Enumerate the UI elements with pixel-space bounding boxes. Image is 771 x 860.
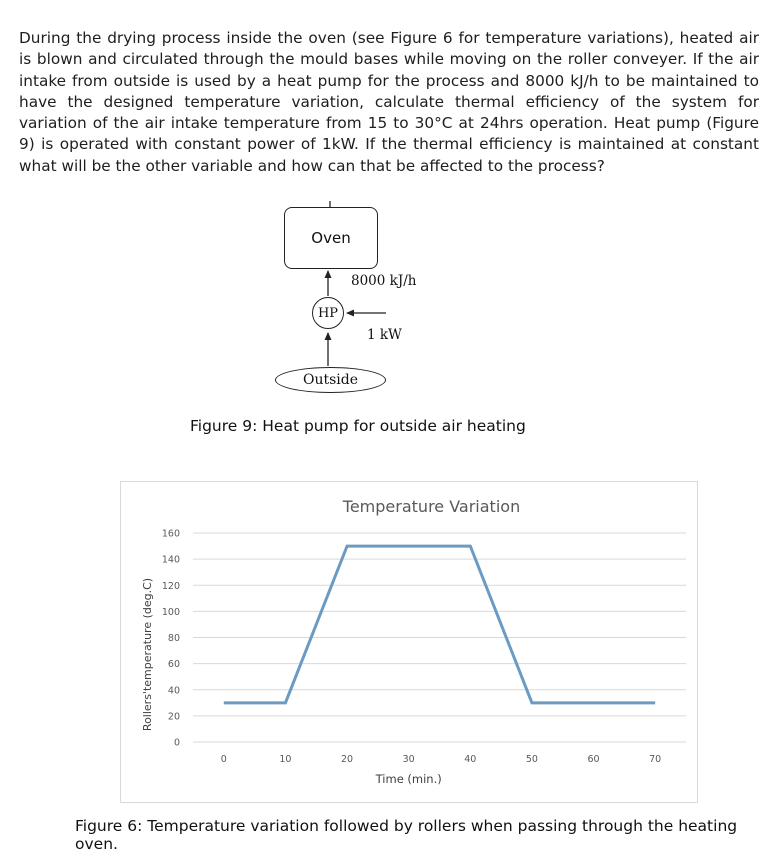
heat-rate-label: 8000 kJ/h xyxy=(351,273,417,289)
hp-label: HP xyxy=(317,305,339,321)
y-tick-label: 20 xyxy=(167,711,180,723)
x-tick-label: 40 xyxy=(464,754,477,765)
x-axis-label: Time (min.) xyxy=(375,772,442,786)
figure-6-caption: Figure 6: Temperature variation followed by rollers when passing through the heating oven. xyxy=(75,817,738,853)
x-tick-label: 60 xyxy=(587,754,600,765)
x-tick-label: 50 xyxy=(525,754,538,765)
temperature-chart xyxy=(120,481,698,803)
outside-label: Outside xyxy=(302,372,359,388)
series-line xyxy=(224,546,655,703)
oven-box xyxy=(284,207,378,269)
outside-ellipse xyxy=(275,367,386,393)
x-tick-label: 70 xyxy=(649,754,662,765)
power-label: 1 kW xyxy=(367,327,402,343)
x-tick-label: 10 xyxy=(279,754,292,765)
y-tick-label: 160 xyxy=(161,528,180,540)
y-tick-label: 0 xyxy=(173,737,180,749)
chart-title: Temperature Variation xyxy=(342,497,521,516)
problem-statement: During the drying process inside the oven (see Figure 6 for temperature variations), heated air is blown and circulated through the mould bases while moving on the roller conveyer. If the air intake from outside is used by a heat pump for the process and 8000 kJ/h to be maintained to have the designed temperature variation, calculate thermal efficiency of the system for variation of the air intake temperature from 15 to 30°C at 24hrs operation. Heat pump (Figure 9) is operated with constant power of 1kW. If the thermal efficiency is maintained at constant what will be the other variable and how can that be affected to the process? xyxy=(19,29,759,175)
y-axis-label: Rollers'temperature (deg.C) xyxy=(141,577,154,732)
figure-9-caption: Figure 9: Heat pump for outside air heating xyxy=(190,417,526,435)
x-tick-label: 30 xyxy=(402,754,415,765)
oven-label: Oven xyxy=(311,229,351,247)
y-tick-label: 80 xyxy=(167,633,180,644)
y-tick-label: 60 xyxy=(167,659,180,671)
y-tick-label: 140 xyxy=(161,554,180,566)
x-tick-label: 20 xyxy=(341,754,354,765)
y-tick-label: 120 xyxy=(161,580,180,592)
y-tick-label: 40 xyxy=(167,685,180,697)
chart-canvas xyxy=(121,482,697,802)
x-tick-label: 0 xyxy=(220,754,227,765)
heat-pump-circle xyxy=(312,297,344,329)
y-tick-label: 100 xyxy=(161,606,180,618)
